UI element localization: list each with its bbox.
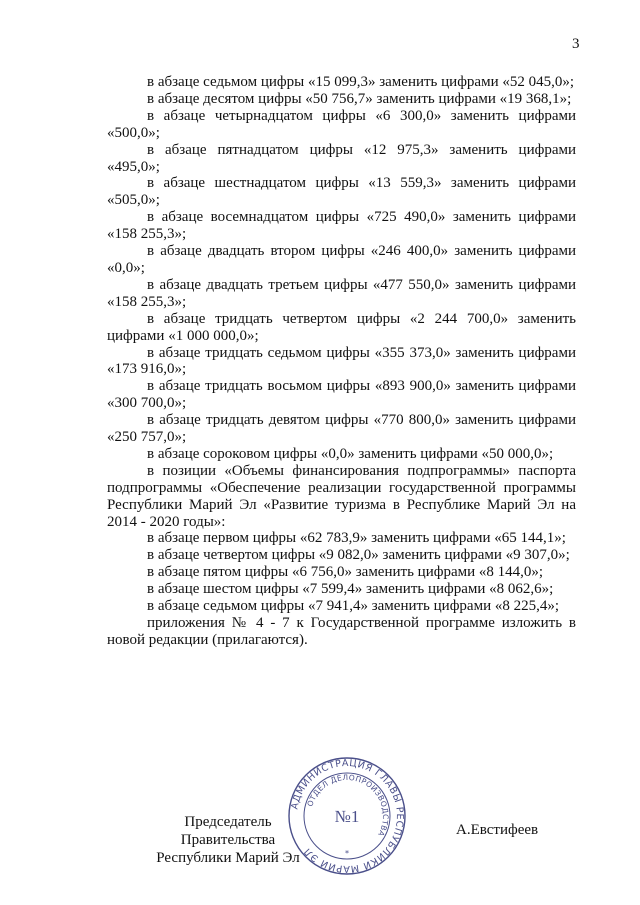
paragraph: в абзаце тридцать восьмом цифры «893 900,0» заменить цифрами «300 700,0»; — [107, 378, 576, 412]
signature-title-line: Председатель Правительства — [180, 814, 276, 848]
paragraph: в абзаце тридцать четвертом цифры «2 244 700,0» заменить цифрами «1 000 000,0»; — [107, 310, 576, 344]
signature-title — [138, 813, 318, 867]
paragraph: в абзаце пятнадцатом цифры «12 975,3» заменить цифрами «495,0»; — [107, 141, 576, 175]
paragraph: в абзаце двадцать втором цифры «246 400,0» заменить цифрами «0,0»; — [107, 243, 576, 276]
paragraph: в абзаце шестнадцатом цифры «13 559,3» заменить цифрами «505,0»; — [107, 175, 576, 209]
paragraph: в абзаце четырнадцатом цифры «6 300,0» заменить цифрами «500,0»; — [107, 107, 576, 141]
paragraph: в абзаце двадцать третьем цифры «477 550,0» заменить цифрами «158 255,3»; — [107, 276, 576, 310]
paragraph: в абзаце восемнадцатом цифры «725 490,0» заменить цифрами «158 255,3»; — [107, 209, 576, 243]
paragraph: в абзаце десятом цифры «50 756,7» заменить цифрами «19 368,1»; — [147, 90, 572, 107]
paragraph: в абзаце первом цифры «62 783,9» заменить цифрами «65 144,1»; — [147, 530, 566, 547]
svg-text:ОТДЕЛ ДЕЛОПРОИЗВОДСТВА — [305, 773, 390, 839]
paragraph: в позиции «Объемы финансирования подпрограммы» паспорта подпрограммы «Обеспечение реализации государственной программы Республики Марий Эл «Развитие туризма в Республике Марий Эл на 2014 - 2020 годы»: — [107, 462, 576, 530]
stamp-number: №1 — [334, 807, 360, 826]
signature-title-line: Республики Марий Эл — [156, 850, 300, 866]
paragraph: в абзаце шестом цифры «7 599,4» заменить цифрами «8 062,6»; — [147, 581, 554, 598]
signatory-name: А.Евстифеев — [456, 822, 539, 838]
paragraph: в абзаце пятом цифры «6 756,0» заменить цифрами «8 144,0»; — [147, 564, 544, 581]
document-body — [107, 74, 576, 649]
stamp-inner-text: ОТДЕЛ ДЕЛОПРОИЗВОДСТВА — [305, 772, 391, 839]
paragraph: в абзаце седьмом цифры «7 941,4» заменить цифрами «8 225,4»; — [147, 598, 560, 615]
paragraph: в абзаце тридцать седьмом цифры «355 373,0» заменить цифрами «173 916,0»; — [107, 344, 576, 378]
stamp-outer-text: АДМИНИСТРАЦИЯ ГЛАВЫ РЕСПУБЛИКИ МАРИЙ ЭЛ — [289, 757, 406, 875]
paragraph: в абзаце тридцать девятом цифры «770 800,0» заменить цифрами «250 757,0»; — [107, 412, 576, 446]
paragraph: в абзаце седьмом цифры «15 099,3» заменить цифрами «52 045,0»; — [147, 74, 575, 90]
paragraph: в абзаце сороковом цифры «0,0» заменить цифрами «50 000,0»; — [147, 445, 554, 462]
paragraph: в абзаце четвертом цифры «9 082,0» заменить цифрами «9 307,0»; — [147, 547, 570, 564]
stamp-star-icon: * — [345, 849, 349, 858]
page-number: 3 — [572, 36, 580, 52]
paragraph: приложения № 4 - 7 к Государственной программе изложить в новой редакции (прилагаются). — [107, 615, 576, 648]
